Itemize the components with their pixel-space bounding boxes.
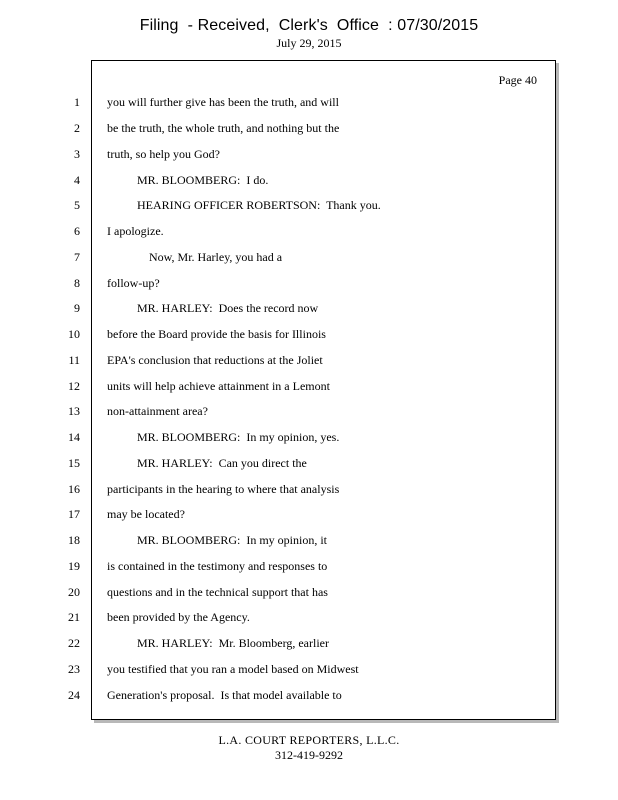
line-text: MR. BLOOMBERG: In my opinion, it <box>107 533 328 547</box>
line-number: 8 <box>74 276 80 290</box>
line-number: 3 <box>74 147 80 161</box>
line-number: 2 <box>74 121 80 135</box>
line-number: 22 <box>68 636 80 650</box>
line-number: 20 <box>68 585 80 599</box>
court-reporter-name: L.A. COURT REPORTERS, L.L.C. <box>218 733 400 747</box>
line-text: MR. HARLEY: Does the record now <box>107 301 319 315</box>
line-text: non-attainment area? <box>107 404 208 418</box>
line-text: truth, so help you God? <box>107 147 220 161</box>
line-number: 24 <box>68 688 80 702</box>
line-number: 18 <box>68 533 80 547</box>
line-number: 4 <box>74 173 80 187</box>
line-text: I apologize. <box>107 224 164 238</box>
page-number: Page 40 <box>498 73 537 87</box>
line-text: may be located? <box>107 507 185 521</box>
line-text: participants in the hearing to where that analysis <box>107 482 340 496</box>
line-text: be the truth, the whole truth, and nothing but the <box>107 121 340 135</box>
line-number: 14 <box>68 430 80 444</box>
line-text: you testified that you ran a model based on Midwest <box>107 662 359 676</box>
line-text: Generation's proposal. Is that model available to <box>107 688 342 702</box>
line-number: 16 <box>68 482 80 496</box>
line-text: you will further give has been the truth, and will <box>107 95 339 109</box>
line-number: 10 <box>68 327 80 341</box>
line-number: 21 <box>68 610 80 624</box>
transcript-date: July 29, 2015 <box>276 36 342 50</box>
line-number: 19 <box>68 559 80 573</box>
court-reporter-phone: 312-419-9292 <box>275 748 343 762</box>
line-number: 5 <box>74 198 80 212</box>
line-text: MR. BLOOMBERG: I do. <box>107 173 269 187</box>
line-number: 13 <box>68 404 80 418</box>
line-text: MR. HARLEY: Can you direct the <box>107 456 307 470</box>
line-text: before the Board provide the basis for Illinois <box>107 327 326 341</box>
line-number: 17 <box>68 507 80 521</box>
line-text: follow-up? <box>107 276 160 290</box>
line-number: 1 <box>74 95 80 109</box>
line-number: 9 <box>74 301 80 315</box>
line-number: 6 <box>74 224 80 238</box>
line-number: 12 <box>68 379 80 393</box>
line-number: 15 <box>68 456 80 470</box>
line-number: 7 <box>74 250 80 264</box>
line-text: EPA's conclusion that reductions at the Joliet <box>107 353 323 367</box>
line-text: Now, Mr. Harley, you had a <box>107 250 283 264</box>
line-text: units will help achieve attainment in a Lemont <box>107 379 330 393</box>
line-text: HEARING OFFICER ROBERTSON: Thank you. <box>107 198 381 212</box>
line-text: MR. HARLEY: Mr. Bloomberg, earlier <box>107 636 329 650</box>
line-text: is contained in the testimony and responses to <box>107 559 328 573</box>
line-number: 23 <box>68 662 80 676</box>
line-text: questions and in the technical support that has <box>107 585 328 599</box>
line-number: 11 <box>68 353 80 367</box>
filing-stamp: Filing - Received, Clerk's Office : 07/30/2015 <box>139 17 479 34</box>
line-text: been provided by the Agency. <box>107 610 250 624</box>
line-text: MR. BLOOMBERG: In my opinion, yes. <box>107 430 340 444</box>
